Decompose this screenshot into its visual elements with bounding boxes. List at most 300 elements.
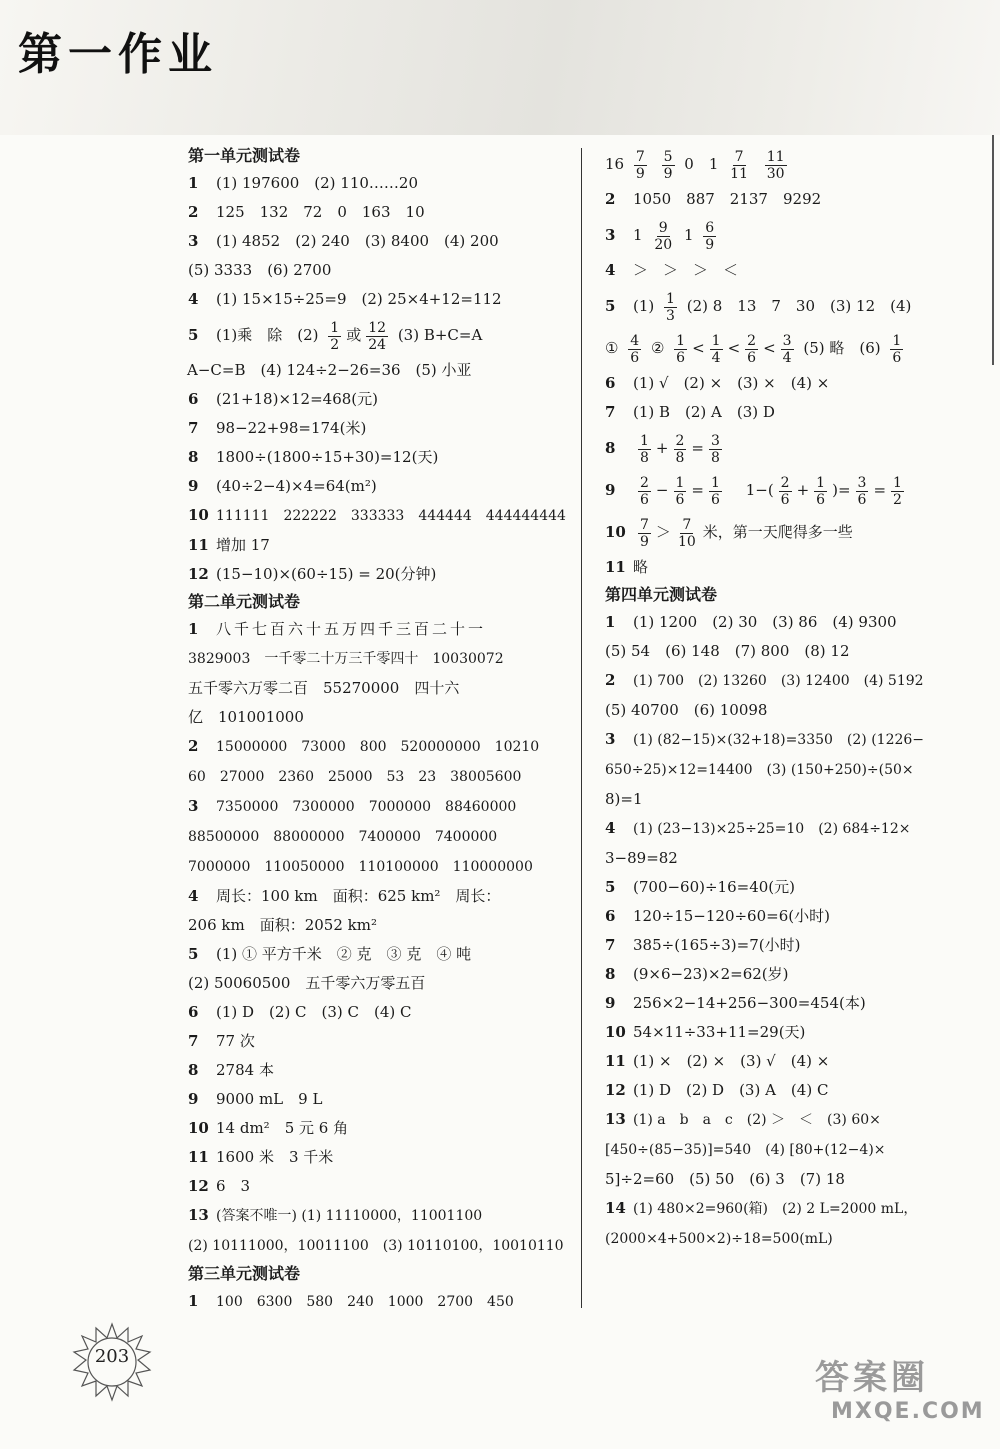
answer-line [188, 472, 573, 501]
answer-text: (9×6−23)×2=62(岁) [633, 965, 789, 983]
item-number: 2 [605, 671, 616, 689]
fraction [664, 291, 677, 324]
answer-line [605, 511, 975, 553]
numerator: 1 [666, 290, 675, 307]
numerator: 2 [747, 332, 757, 349]
item-number: 3 [188, 232, 199, 250]
answer-line [605, 666, 975, 696]
numerator: 1 [893, 474, 902, 491]
answer-line [188, 615, 573, 644]
denominator: 6 [857, 491, 867, 508]
answer-text: 米，第一天爬得多一些 [702, 523, 853, 541]
answer-text: (答案不唯一) (1) 11110000，11001100 [216, 1208, 483, 1224]
page-number-badge [68, 1318, 156, 1406]
answer-text: 9000 mL 9 L [216, 1090, 323, 1108]
denominator: 2 [330, 336, 340, 353]
fraction [628, 333, 641, 366]
item-number: 8 [188, 1061, 199, 1079]
answer-line [188, 998, 573, 1027]
answer-line [188, 501, 573, 531]
answer-line [188, 1172, 573, 1201]
answer-line [605, 608, 975, 637]
answer-text: 增加 17 [216, 536, 270, 554]
answer-line [188, 732, 573, 762]
answer-line [605, 960, 975, 989]
answer-line [188, 762, 573, 792]
item-number: 8 [605, 439, 616, 457]
item-number: 7 [605, 936, 616, 954]
operator: = [691, 481, 704, 499]
answer-text: 125 132 72 0 163 10 [216, 203, 425, 221]
answer-text: 五千零六万零二百 55270000 四十六 [188, 679, 460, 697]
item-number: 9 [188, 1090, 199, 1108]
answer-text: (5) 略 (6) [803, 339, 881, 357]
watermark-logo [815, 1350, 985, 1440]
answer-line [188, 1056, 573, 1085]
operator: = [691, 439, 704, 457]
fraction [662, 149, 675, 182]
answer-line [605, 873, 975, 902]
page-header-title: 第一作业 [18, 29, 218, 80]
numerator: 1 [640, 432, 649, 449]
answer-text: (700−60)÷16=40(元) [633, 878, 796, 896]
numerator: 1 [675, 474, 685, 491]
answer-line [605, 785, 975, 814]
answer-line [188, 385, 573, 414]
denominator: 6 [892, 349, 902, 366]
fraction [638, 517, 651, 550]
item-number: 4 [188, 290, 199, 308]
answer-text: 77 次 [216, 1032, 255, 1050]
numerator: 7 [734, 148, 744, 165]
answer-text: 7350000 7300000 7000000 88460000 [216, 799, 517, 815]
operator: + [796, 481, 810, 499]
denominator: 8 [640, 449, 649, 466]
numerator: 1 [816, 474, 826, 491]
answer-text: (2000×4+500×2)÷18=500(mL) [605, 1231, 833, 1247]
answer-text: 385÷(165÷3)=7(小时) [633, 936, 801, 954]
answer-text: (1)乘 除 (2) [216, 326, 319, 344]
page-number: 203 [94, 1346, 130, 1367]
answer-line [605, 755, 975, 785]
numerator: 1 [892, 332, 902, 349]
denominator: 6 [676, 349, 686, 366]
answer-line [605, 1076, 975, 1105]
answer-text: 8)=1 [605, 790, 643, 808]
answer-text: 98−22+98=174(米) [216, 419, 367, 437]
answer-line [605, 327, 975, 369]
operator: = [873, 481, 887, 499]
denominator: 4 [782, 349, 792, 366]
numerator: 12 [368, 319, 387, 336]
denominator: 9 [705, 236, 715, 253]
answer-text: (1) D (2) C (3) C (4) C [216, 1003, 412, 1021]
answer-line [188, 674, 573, 703]
answer-line [605, 989, 975, 1018]
answer-text: 120÷15−120÷60=6(小时) [633, 907, 830, 925]
answer-text: 亿 101001000 [188, 708, 304, 726]
numerator: 3 [782, 332, 792, 349]
answer-line [188, 227, 573, 256]
numerator: 2 [675, 432, 685, 449]
answer-line [605, 725, 975, 755]
item-number: 11 [605, 558, 626, 576]
operator: < [763, 339, 776, 357]
answer-text: 略 [633, 558, 649, 576]
numerator: 4 [630, 332, 640, 349]
answer-text: (1) √ (2) × (3) × (4) × [633, 374, 830, 392]
section-title-unit-4: 第四单元测试卷 [605, 585, 718, 604]
item-number: 6 [188, 1003, 199, 1021]
answer-line [188, 1085, 573, 1114]
answer-text: 3829003 一千零二十万三千零四十 10030072 [188, 651, 504, 667]
item-number: 3 [605, 226, 616, 244]
fraction [638, 475, 651, 508]
operator: ) [832, 481, 838, 499]
answer-text: 206 km 面积：2052 km² [188, 916, 377, 934]
fraction [652, 220, 674, 253]
answer-line [188, 256, 573, 285]
item-number: 8 [188, 448, 199, 466]
item-number: 4 [188, 887, 199, 905]
item-number: 1 [605, 613, 616, 631]
fraction [710, 333, 723, 366]
answer-line [188, 1201, 573, 1231]
item-number: 5 [605, 297, 616, 315]
answer-line [188, 882, 573, 911]
fraction [779, 475, 792, 508]
left-column [188, 143, 573, 1317]
item-number: 10 [188, 506, 209, 524]
answer-text: 100 6300 580 240 1000 2700 450 [216, 1294, 514, 1310]
answer-line [188, 531, 573, 560]
answer-text: (1) ① 平方千米 ② 克 ③ 克 ④ 吨 [216, 945, 472, 963]
answer-line [605, 1135, 975, 1165]
fraction [814, 475, 827, 508]
fraction [781, 333, 794, 366]
answer-text: 650÷25)×12=14400 (3) (150+250)÷(50× [605, 762, 914, 778]
fraction [366, 320, 388, 353]
answer-line [188, 414, 573, 443]
numerator: 7 [640, 516, 649, 533]
answer-line [605, 1224, 975, 1254]
item-number: 12 [188, 1177, 209, 1195]
answer-line [605, 1018, 975, 1047]
denominator: 20 [654, 236, 673, 253]
fraction [674, 433, 687, 466]
answer-text: (1) 4852 (2) 240 (3) 8400 (4) 200 [216, 232, 499, 250]
answer-line [605, 398, 975, 427]
answer-text: (1) a b a c (2) ＞ ＜ (3) 60× [633, 1112, 881, 1128]
numerator: 11 [766, 148, 785, 165]
item-number: 11 [188, 1148, 209, 1166]
item-number: 12 [188, 565, 209, 583]
denominator: 11 [730, 165, 748, 182]
answer-text: 0 1 [684, 155, 719, 173]
denominator: 6 [640, 491, 649, 508]
answer-text: (5) 54 (6) 148 (7) 800 (8) 12 [605, 642, 850, 660]
numerator: 9 [658, 219, 668, 236]
denominator: 30 [766, 165, 785, 182]
answer-line [188, 1231, 573, 1261]
item-number: 2 [188, 203, 199, 221]
answer-line [188, 703, 573, 732]
answer-line [605, 1194, 975, 1224]
answer-text: ＞ ＞ ＞ ＜ [633, 261, 739, 279]
denominator: 6 [675, 491, 685, 508]
answer-text: (1) 15×15÷25=9 (2) 25×4+12=112 [216, 290, 502, 308]
answer-text: 111111 222222 333333 444444 444444444 [216, 508, 566, 524]
answer-line [188, 940, 573, 969]
fraction [709, 475, 722, 508]
answer-line [188, 644, 573, 674]
answer-text: 2784 本 [216, 1061, 274, 1079]
answer-text: (1) [633, 297, 655, 315]
watermark-url: MXQE.COM [831, 1399, 985, 1424]
fraction [891, 475, 904, 508]
denominator: 9 [663, 165, 673, 182]
answer-text: 1 [683, 226, 694, 244]
answer-line [188, 969, 573, 998]
item-number: 4 [605, 261, 616, 279]
operator: < [727, 339, 741, 357]
fraction [728, 149, 750, 182]
section-title-unit-3: 第三单元测试卷 [188, 1264, 301, 1283]
item-number: 9 [605, 481, 616, 499]
denominator: 6 [780, 491, 790, 508]
denominator: 6 [747, 349, 757, 366]
item-number: 9 [605, 994, 616, 1012]
numerator: 2 [780, 474, 790, 491]
numerator: 7 [635, 148, 645, 165]
answer-line [188, 911, 573, 940]
item-number: 1 [188, 620, 199, 638]
answer-text: 3−89=82 [605, 849, 678, 867]
item-number: 14 [605, 1199, 626, 1217]
answer-text: A−C=B (4) 124÷2−26=36 (5) 小亚 [187, 361, 472, 379]
item-number: 10 [605, 523, 626, 541]
item-number: 3 [188, 797, 199, 815]
item-number: 11 [605, 1052, 626, 1070]
answer-line [188, 852, 573, 882]
answer-line [188, 792, 573, 822]
answer-text: 周长：100 km 面积：625 km² 周长： [216, 887, 501, 905]
operator: + [655, 439, 669, 457]
item-number: 7 [188, 419, 199, 437]
answer-text: 14 dm² 5 元 6 角 [216, 1119, 349, 1137]
page-edge-line [992, 135, 994, 365]
right-column [605, 143, 975, 1254]
denominator: 6 [711, 491, 720, 508]
item-number: 4 [605, 819, 616, 837]
answer-text: (2) 10111000，10011100 (3) 10110100，10010110 [188, 1238, 564, 1254]
answer-text: (1) 197600 (2) 110……20 [216, 174, 419, 192]
item-number: 5 [188, 945, 199, 963]
denominator: 2 [893, 491, 902, 508]
answer-text: 16 [605, 155, 625, 173]
fraction [676, 517, 698, 550]
denominator: 6 [630, 349, 640, 366]
answer-text: (2) 50060500 五千零六万零五百 [188, 974, 426, 992]
answer-line [188, 169, 573, 198]
answer-text: 1 [633, 226, 643, 244]
answer-line [188, 1027, 573, 1056]
operator: 1−( [745, 481, 774, 499]
fraction [328, 320, 341, 353]
answer-text: (5) 40700 (6) 10098 [605, 701, 768, 719]
fraction [745, 333, 758, 366]
answer-text: 88500000 88000000 7400000 7400000 [188, 829, 498, 845]
answer-line [605, 814, 975, 844]
answer-line [605, 369, 975, 398]
item-number: 10 [605, 1023, 626, 1041]
answer-text: (2) 8 13 7 30 (3) 12 (4) [686, 297, 912, 315]
denominator: 10 [677, 533, 696, 550]
answer-text: (1) 700 (2) 13260 (3) 12400 (4) 5192 [633, 673, 924, 689]
numerator: 2 [640, 474, 649, 491]
item-number: 1 [188, 174, 199, 192]
item-number: 11 [188, 536, 209, 554]
answer-line [605, 902, 975, 931]
fraction [703, 220, 716, 253]
answer-line [188, 443, 573, 472]
answer-text: 5]÷2=60 (5) 50 (6) 3 (7) 18 [605, 1170, 845, 1188]
item-number: 2 [188, 737, 199, 755]
numerator: 1 [711, 332, 721, 349]
numerator: 1 [330, 319, 340, 336]
answer-line [188, 314, 573, 356]
item-number: 13 [188, 1206, 209, 1224]
answer-text: (1) (23−13)×25÷25=10 (2) 684÷12× [633, 821, 911, 837]
answer-line [188, 1287, 573, 1317]
answer-text: ② [650, 339, 665, 357]
answer-text: 1600 米 3 千米 [216, 1148, 334, 1166]
operator: ＞ [655, 523, 671, 541]
item-number: 5 [605, 878, 616, 896]
item-number: 8 [605, 965, 616, 983]
answer-text: 7000000 110050000 110100000 110000000 [188, 859, 533, 875]
answer-text: (1) 480×2=960(箱) (2) 2 L=2000 mL， [633, 1201, 918, 1217]
answer-line [605, 427, 975, 469]
item-number: 6 [188, 390, 199, 408]
answer-line [188, 198, 573, 227]
fraction [856, 475, 869, 508]
answer-line [188, 822, 573, 852]
page-header-banner [0, 0, 1000, 135]
answer-line [605, 637, 975, 666]
denominator: 3 [666, 307, 675, 324]
answer-line [605, 1105, 975, 1135]
fraction [674, 333, 687, 366]
item-number: 7 [605, 403, 616, 421]
operator: < [692, 339, 705, 357]
numerator: 3 [711, 432, 720, 449]
item-number: 5 [188, 326, 199, 344]
numerator: 6 [705, 219, 715, 236]
operator: − [655, 481, 669, 499]
answer-line [605, 185, 975, 214]
answer-line [605, 844, 975, 873]
answer-text: 54×11÷33+11=29(天) [633, 1023, 806, 1041]
answer-line [188, 560, 573, 589]
answer-line [187, 356, 573, 385]
item-number: 7 [188, 1032, 199, 1050]
answer-line [605, 553, 975, 582]
numerator: 1 [711, 474, 720, 491]
section-title-unit-1: 第一单元测试卷 [188, 146, 301, 165]
item-number: 6 [605, 374, 616, 392]
answer-line [605, 256, 975, 285]
answer-text: (1) D (2) D (3) A (4) C [633, 1081, 829, 1099]
denominator: 24 [368, 336, 387, 353]
answer-text: (40÷2−4)×4=64(m²) [216, 477, 377, 495]
answer-text: (21+18)×12=468(元) [216, 390, 379, 408]
fraction [638, 433, 651, 466]
answer-text: 6 3 [216, 1177, 251, 1195]
watermark-text: 答案圈 [815, 1358, 929, 1398]
item-number: 12 [605, 1081, 626, 1099]
answer-text: (5) 3333 (6) 2700 [188, 261, 332, 279]
answer-text: (3) B+C=A [397, 326, 483, 344]
item-number: 6 [605, 907, 616, 925]
denominator: 8 [675, 449, 685, 466]
fraction [634, 149, 647, 182]
answer-line [605, 214, 975, 256]
answer-line [605, 1047, 975, 1076]
answer-text: 1050 887 2137 9292 [633, 190, 822, 208]
denominator: 9 [635, 165, 645, 182]
denominator: 6 [816, 491, 826, 508]
item-number: 10 [188, 1119, 209, 1137]
answer-text: ① [605, 339, 619, 357]
answer-line [605, 285, 975, 327]
operator: = [837, 481, 851, 499]
denominator: 9 [640, 533, 649, 550]
answer-text: (1) × (2) × (3) √ (4) × [633, 1052, 830, 1070]
numerator: 1 [676, 332, 686, 349]
answer-text: [450÷(85−35)]=540 (4) [80+(12−4)× [605, 1142, 886, 1158]
answer-text: (15−10)×(60÷15) = 20(分钟) [216, 565, 437, 583]
answer-line [605, 696, 975, 725]
answer-text: 八千七百六十五万四千三百二十一 [216, 620, 487, 638]
answer-text: 15000000 73000 800 520000000 10210 [216, 739, 540, 755]
answer-line [188, 285, 573, 314]
denominator: 4 [711, 349, 721, 366]
answer-text: (1) (82−15)×(32+18)=3350 (2) (1226− [633, 732, 925, 748]
answer-text: 或 [346, 326, 362, 344]
item-number: 1 [188, 1292, 199, 1310]
numerator: 3 [857, 474, 867, 491]
answer-text: (1) B (2) A (3) D [633, 403, 775, 421]
answer-text: 60 27000 2360 25000 53 23 38005600 [188, 769, 522, 785]
item-number: 3 [605, 730, 616, 748]
fraction [765, 149, 787, 182]
answer-text: 256×2−14+256−300=454(本) [633, 994, 866, 1012]
answer-line [605, 143, 975, 185]
item-number: 13 [605, 1110, 626, 1128]
answer-text: 1800÷(1800÷15+30)=12(天) [216, 448, 439, 466]
numerator: 7 [682, 516, 692, 533]
numerator: 5 [663, 148, 673, 165]
answer-line [605, 1165, 975, 1194]
item-number: 2 [605, 190, 616, 208]
answer-line [605, 931, 975, 960]
column-divider [581, 148, 582, 1308]
answer-line [188, 1143, 573, 1172]
fraction [674, 475, 687, 508]
section-title-unit-2: 第二单元测试卷 [188, 592, 301, 611]
answer-line [188, 1114, 573, 1143]
